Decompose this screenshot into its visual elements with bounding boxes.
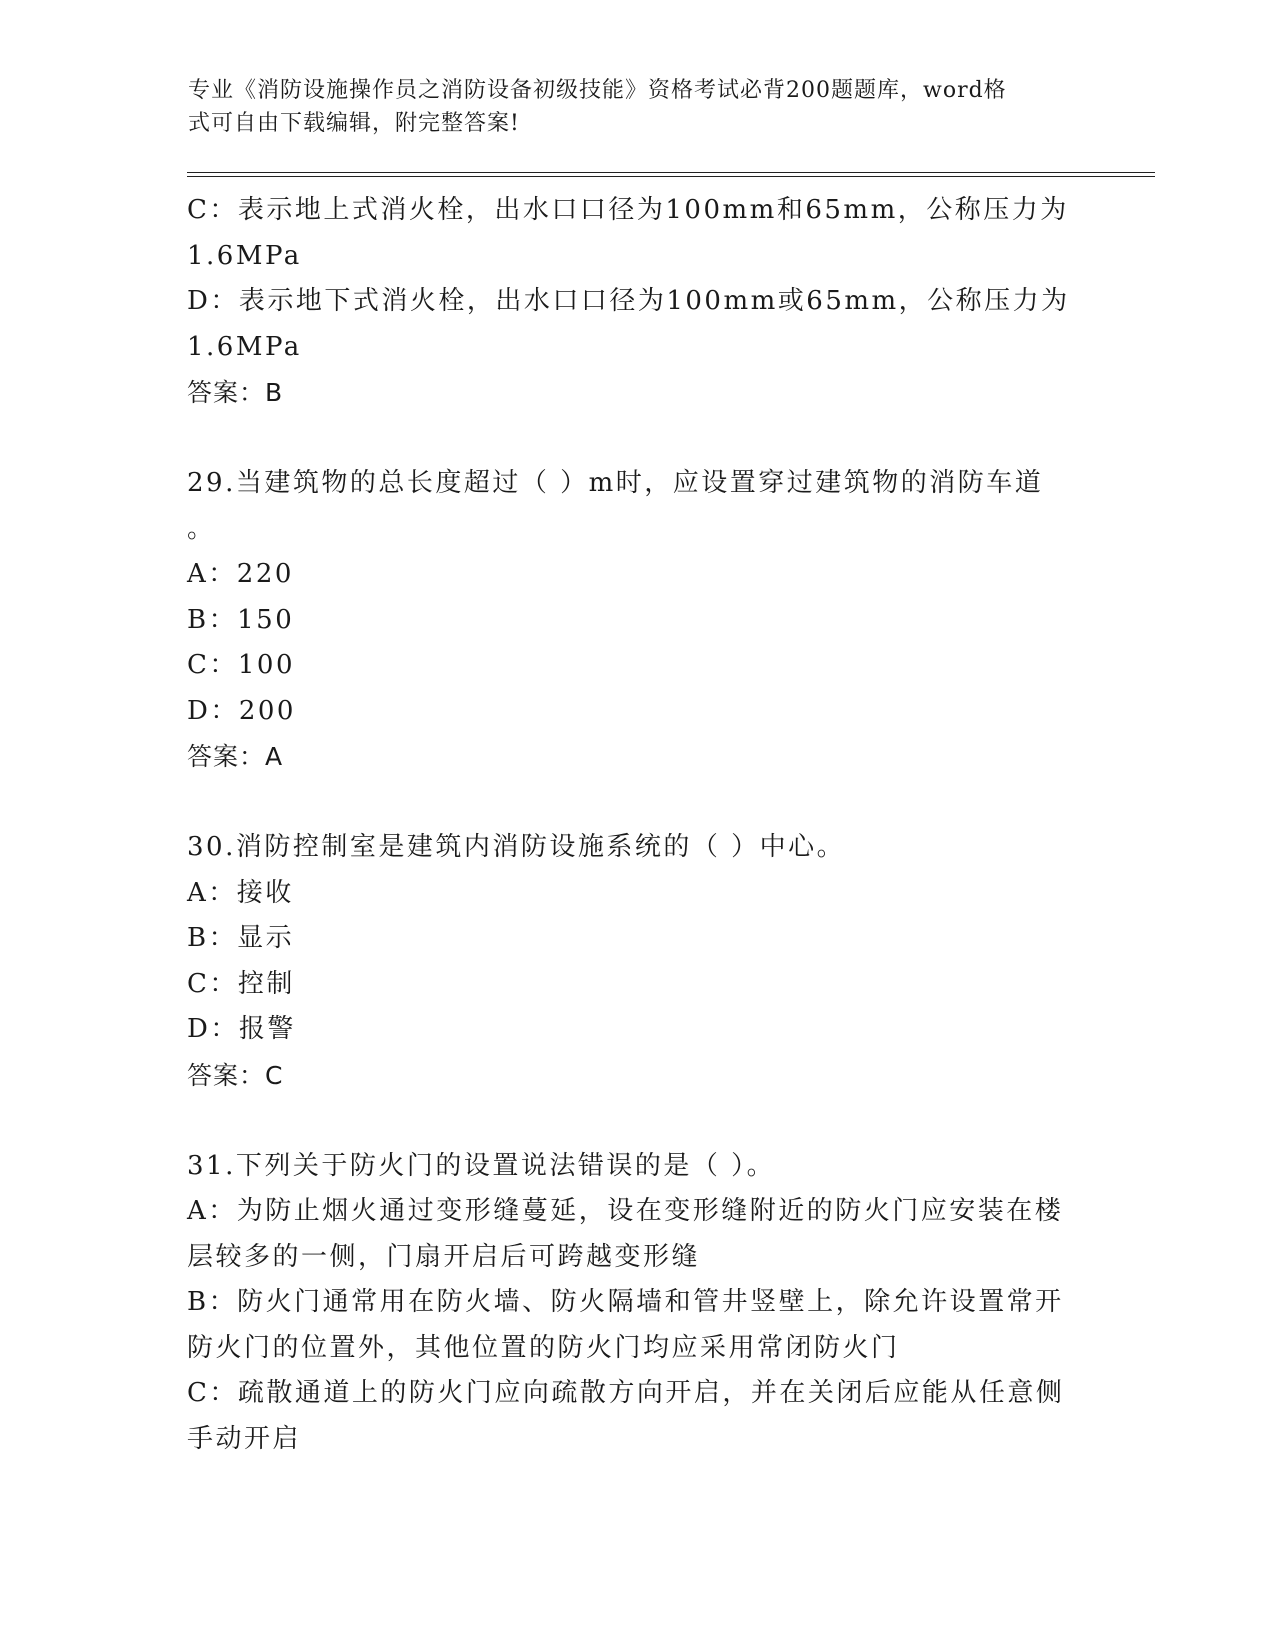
option-a: A：220 bbox=[187, 559, 294, 589]
question-content bbox=[187, 188, 1070, 1462]
answer-28: 答案：B bbox=[187, 378, 284, 407]
question-29-text-line-2: 。 bbox=[187, 513, 216, 544]
option-c-line-2: 手动开启 bbox=[187, 1423, 302, 1454]
page-header bbox=[188, 74, 1068, 140]
answer-29: 答案：A bbox=[187, 742, 284, 771]
option-b: B：显示 bbox=[187, 923, 295, 953]
question-31-text: 31.下列关于防火门的设置说法错误的是（ ）。 bbox=[187, 1150, 776, 1181]
question-30-text: 30.消防控制室是建筑内消防设施系统的（ ）中心。 bbox=[187, 832, 846, 862]
option-c-line-1: C：疏散通道上的防火门应向疏散方向开启，并在关闭后应能从任意侧 bbox=[187, 1378, 1065, 1408]
header-line-1: 专业《消防设施操作员之消防设备初级技能》资格考试必背200题题库，word格 bbox=[188, 78, 1007, 103]
option-b: B：150 bbox=[187, 604, 295, 635]
option-d-line-1: D：表示地下式消火栓，出水口口径为100mm或65mm，公称压力为 bbox=[187, 286, 1070, 316]
option-d: D：200 bbox=[187, 695, 296, 726]
option-c-line-1: C：表示地上式消火栓，出水口口径为100mm和65mm，公称压力为 bbox=[187, 195, 1069, 225]
option-a: A：接收 bbox=[187, 877, 294, 908]
question-28-tail bbox=[187, 188, 1070, 416]
option-c: C：控制 bbox=[187, 968, 295, 999]
question-29 bbox=[187, 461, 1067, 780]
header-rule-top bbox=[187, 172, 1155, 173]
spacer bbox=[187, 1098, 1067, 1144]
question-29-text-line-1: 29.当建筑物的总长度超过（ ）m时，应设置穿过建筑物的消防车道 bbox=[187, 468, 1044, 498]
spacer bbox=[187, 416, 1067, 462]
question-30 bbox=[187, 825, 1067, 1098]
option-a-line-1: A：为防止烟火通过变形缝蔓延，设在变形缝附近的防火门应安装在楼 bbox=[187, 1196, 1064, 1226]
header-line-2: 式可自由下载编辑，附完整答案! bbox=[188, 111, 520, 136]
option-c-line-2: 1.6MPa bbox=[187, 240, 302, 271]
option-d: D：报警 bbox=[187, 1014, 296, 1044]
option-b-line-2: 防火门的位置外，其他位置的防火门均应采用常闭防火门 bbox=[187, 1332, 900, 1363]
option-a-line-2: 层较多的一侧，门扇开启后可跨越变形缝 bbox=[187, 1241, 701, 1272]
option-b-line-1: B：防火门通常用在防火墙、防火隔墙和管井竖壁上，除允许设置常开 bbox=[187, 1287, 1064, 1317]
header-rule-bottom bbox=[187, 176, 1155, 177]
spacer bbox=[187, 780, 1067, 826]
question-31 bbox=[187, 1144, 1067, 1463]
option-c: C：100 bbox=[187, 650, 296, 680]
answer-30: 答案：C bbox=[187, 1060, 284, 1090]
option-d-line-2: 1.6MPa bbox=[187, 331, 302, 362]
